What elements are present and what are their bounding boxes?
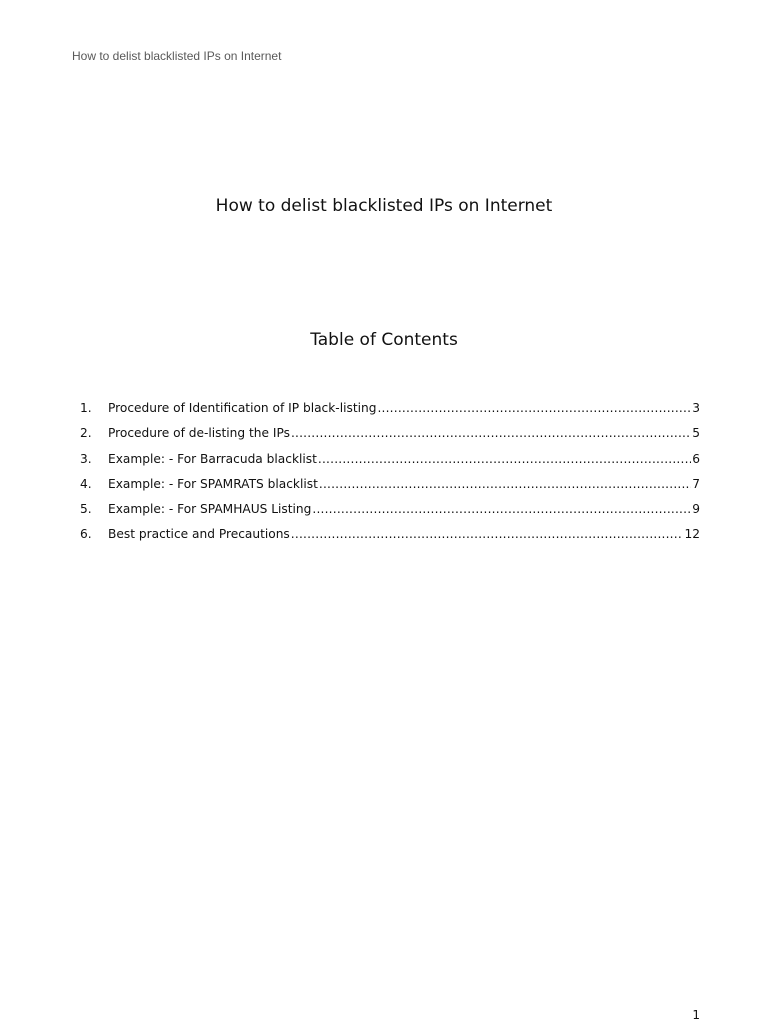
- toc-dot-leader: [291, 527, 684, 541]
- toc-dot-leader: [312, 502, 691, 516]
- toc-entry-5[interactable]: [80, 502, 700, 527]
- toc-entry-3[interactable]: [80, 452, 700, 477]
- toc-entry-label[interactable]: Example: - For Barracuda blacklist: [108, 451, 317, 466]
- toc-dot-leader: [291, 426, 691, 440]
- toc-heading: Table of Contents: [310, 330, 458, 350]
- running-header: How to delist blacklisted IPs on Internet: [72, 49, 282, 63]
- toc-entry-number: 6.: [80, 527, 92, 542]
- toc-dot-leader: [318, 452, 691, 466]
- toc-entry-number: 4.: [80, 476, 92, 491]
- toc-entry-number: 1.: [80, 401, 92, 415]
- toc-entry-page[interactable]: 12: [684, 527, 700, 542]
- toc-entry-label[interactable]: Procedure of de-listing the IPs: [108, 426, 290, 441]
- toc-entry-label[interactable]: Best practice and Precautions: [108, 527, 290, 542]
- toc-dot-leader: [319, 477, 691, 491]
- toc-entry-page[interactable]: 6: [692, 451, 700, 466]
- page-number: 1: [692, 1008, 700, 1022]
- toc-entry-label[interactable]: Procedure of Identification of IP black-listing: [108, 401, 377, 415]
- toc-entry-number: 5.: [80, 502, 92, 517]
- toc-entry-number: 3.: [80, 451, 92, 466]
- toc-entry-number: 2.: [80, 426, 92, 441]
- toc-entry-page[interactable]: 5: [692, 426, 700, 441]
- toc-entry-4[interactable]: [80, 477, 700, 502]
- toc-entry-2[interactable]: [80, 426, 700, 451]
- toc-entry-label[interactable]: Example: - For SPAMHAUS Listing: [108, 502, 312, 517]
- toc-dot-leader: [377, 401, 691, 415]
- toc-entry-label[interactable]: Example: - For SPAMRATS blacklist: [108, 476, 318, 491]
- toc-entry-page[interactable]: 7: [692, 476, 700, 491]
- toc-entry-6[interactable]: [80, 527, 700, 552]
- toc-entry-page[interactable]: 9: [692, 502, 700, 517]
- toc-entry-page[interactable]: 3: [692, 401, 700, 415]
- document-title: How to delist blacklisted IPs on Internet: [215, 196, 553, 216]
- toc-entry-1[interactable]: [80, 401, 700, 426]
- table-of-contents: [80, 401, 700, 553]
